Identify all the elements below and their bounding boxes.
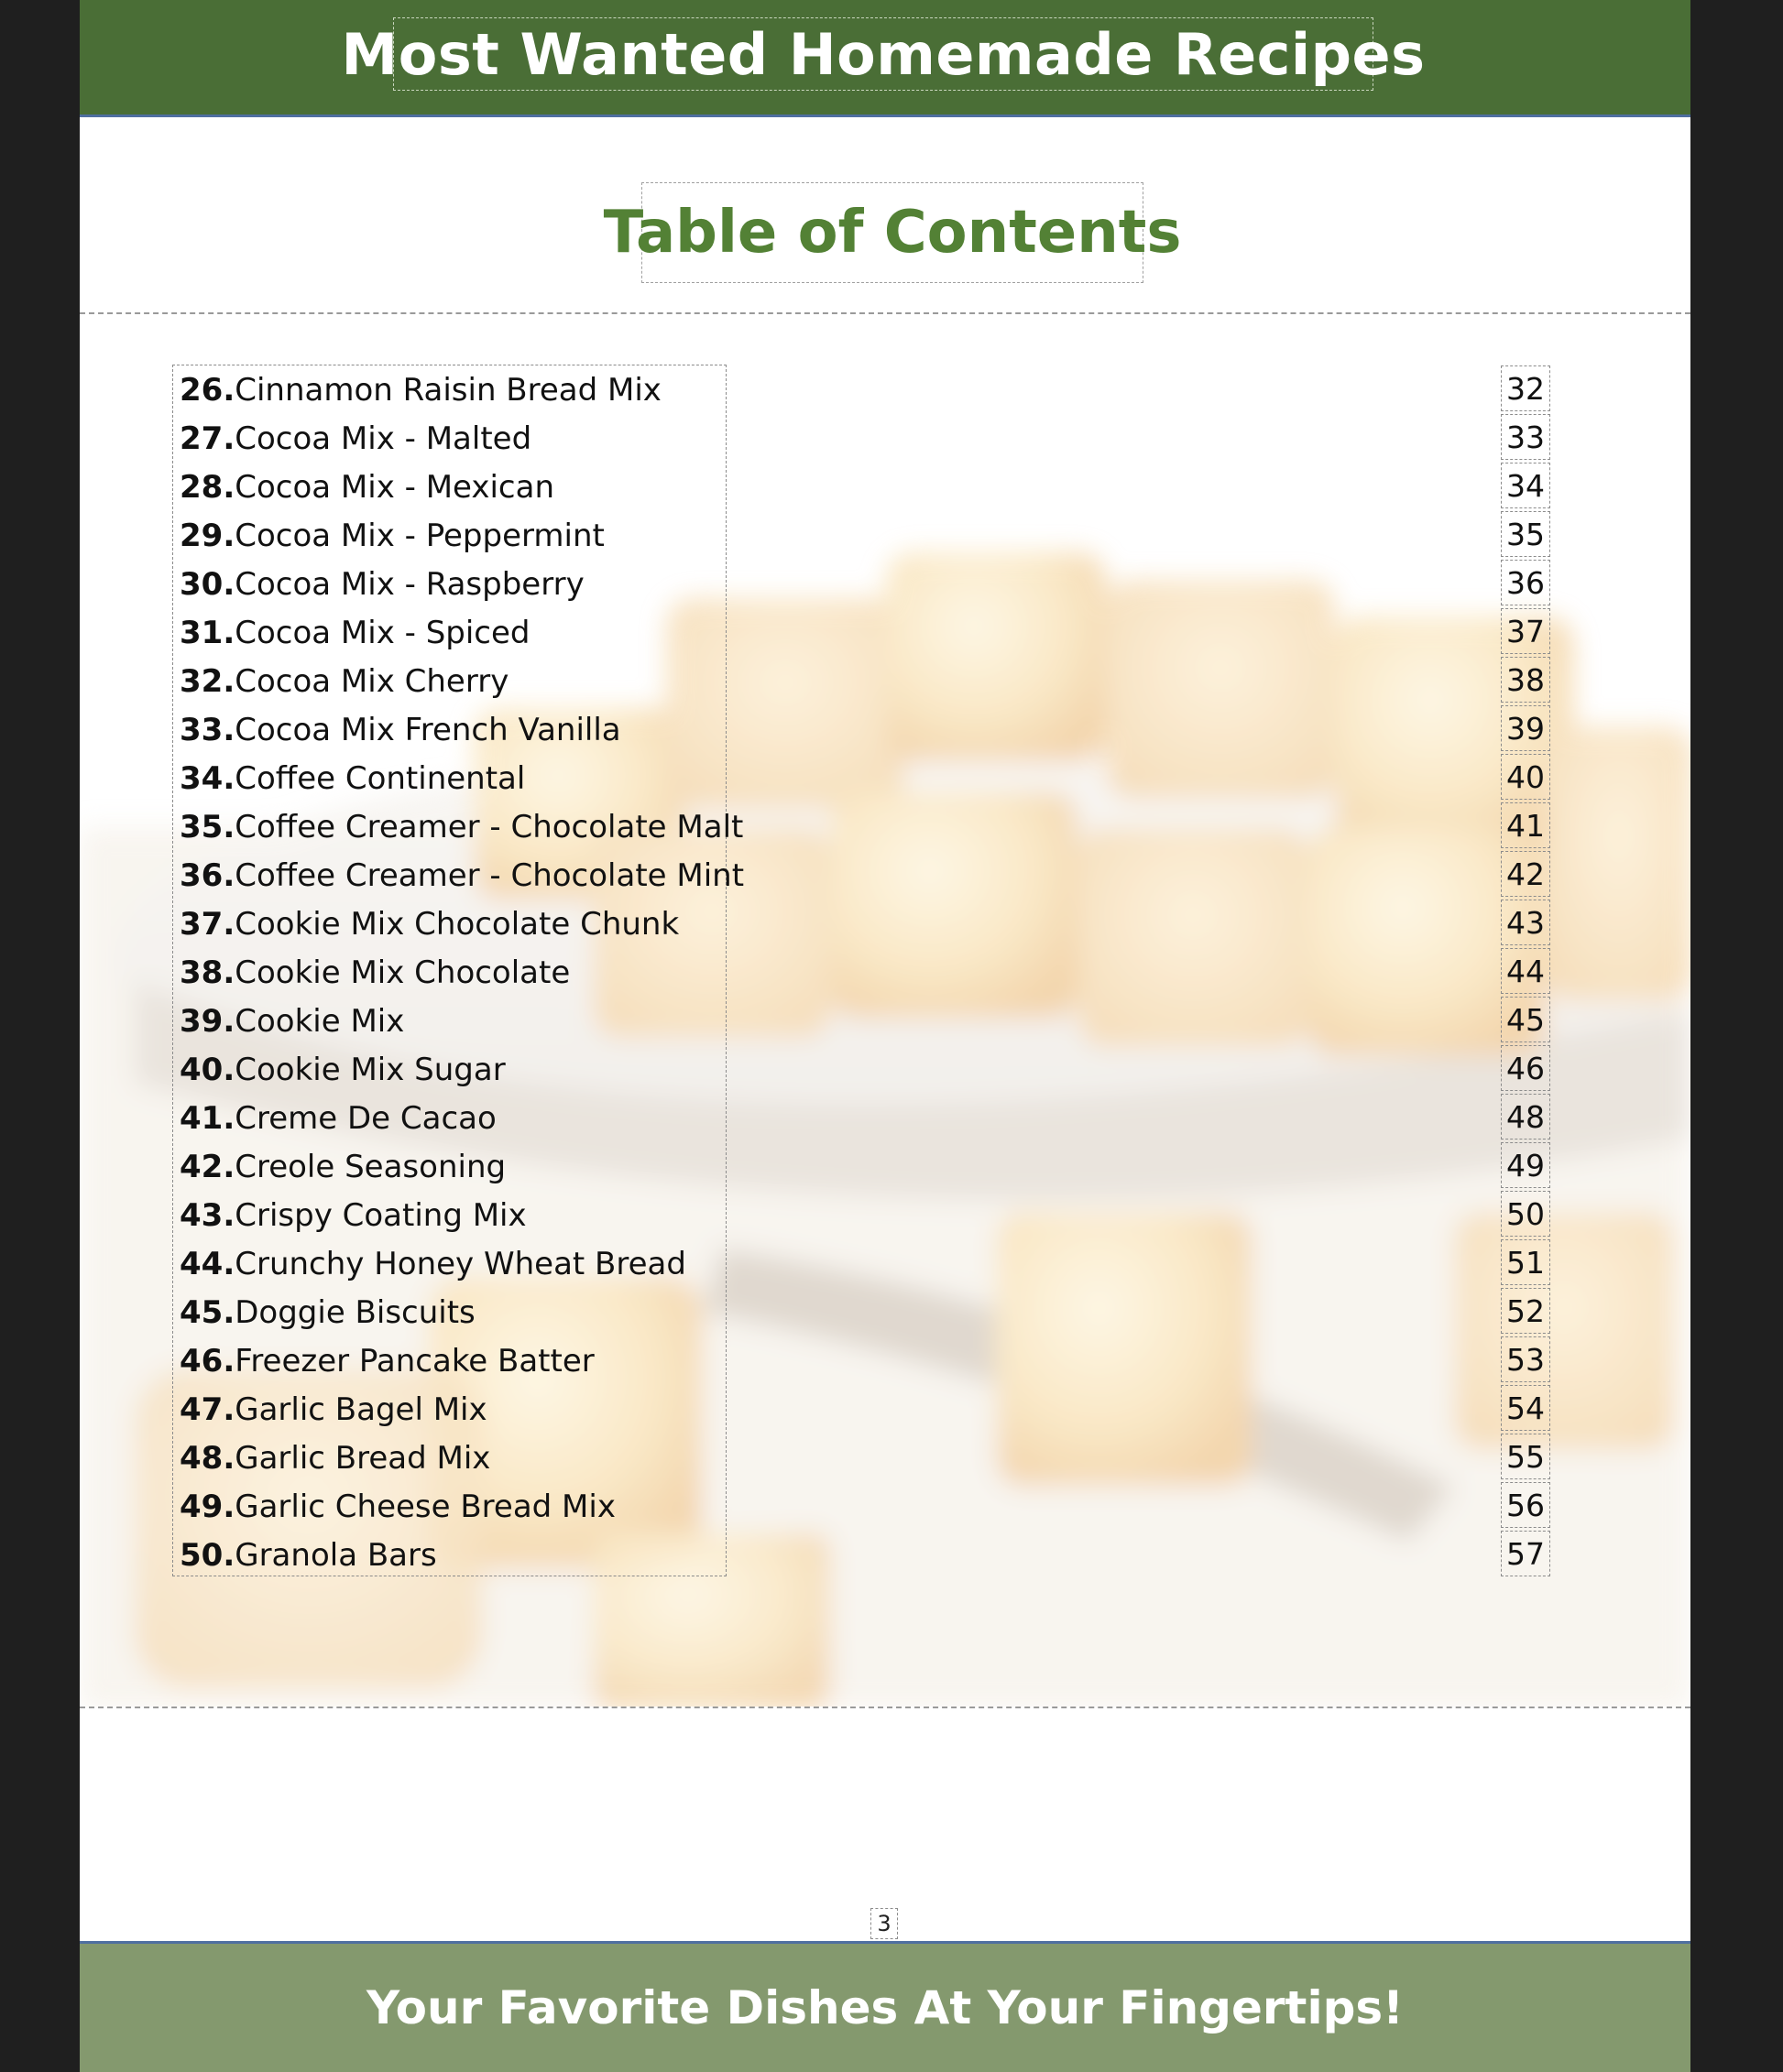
toc-heading: Table of Contents — [603, 199, 1182, 267]
toc-entry[interactable]: 41. Creme De Cacao — [180, 1099, 497, 1137]
toc-page-number[interactable]: 32 — [1501, 365, 1550, 411]
toc-entry[interactable]: 35. Coffee Creamer - Chocolate Malt — [180, 808, 744, 845]
toc-entry[interactable]: 50. Granola Bars — [180, 1536, 437, 1574]
toc-entry[interactable]: 26. Cinnamon Raisin Bread Mix — [180, 371, 662, 409]
toc-entry[interactable]: 48. Garlic Bread Mix — [180, 1439, 491, 1477]
header-band — [80, 0, 1690, 117]
toc-entry[interactable]: 38. Cookie Mix Chocolate — [180, 954, 571, 991]
toc-entry[interactable]: 37. Cookie Mix Chocolate Chunk — [180, 905, 680, 943]
toc-page-number[interactable]: 39 — [1501, 705, 1550, 751]
toc-page-number[interactable]: 48 — [1501, 1094, 1550, 1140]
header-title: Most Wanted Homemade Recipes — [341, 20, 1426, 88]
toc-page-number[interactable]: 46 — [1501, 1045, 1550, 1091]
toc-entry[interactable]: 28. Cocoa Mix - Mexican — [180, 468, 554, 506]
toc-page-number[interactable]: 38 — [1501, 657, 1550, 703]
toc-page-number[interactable]: 45 — [1501, 997, 1550, 1042]
toc-page-number[interactable]: 44 — [1501, 948, 1550, 994]
toc-page-number[interactable]: 49 — [1501, 1142, 1550, 1188]
footer-tagline: Your Favorite Dishes At Your Fingertips! — [366, 1981, 1404, 2034]
toc-page-number[interactable]: 56 — [1501, 1482, 1550, 1528]
toc-entry[interactable]: 39. Cookie Mix — [180, 1002, 405, 1040]
toc-page-number[interactable]: 54 — [1501, 1385, 1550, 1431]
toc-entry[interactable]: 43. Crispy Coating Mix — [180, 1196, 527, 1234]
toc-entry[interactable]: 42. Creole Seasoning — [180, 1148, 507, 1185]
toc-entry[interactable]: 36. Coffee Creamer - Chocolate Mint — [180, 856, 745, 894]
toc-entry[interactable]: 49. Garlic Cheese Bread Mix — [180, 1488, 616, 1525]
toc-entry[interactable]: 27. Cocoa Mix - Malted — [180, 420, 532, 457]
toc-entry[interactable]: 33. Cocoa Mix French Vanilla — [180, 711, 621, 748]
toc-page-number[interactable]: 34 — [1501, 463, 1550, 508]
toc-heading-frame[interactable] — [603, 182, 1182, 283]
toc-page-number[interactable]: 52 — [1501, 1288, 1550, 1334]
footer-band — [80, 1941, 1690, 2072]
toc-entry[interactable]: 29. Cocoa Mix - Peppermint — [180, 517, 605, 554]
toc-page-number[interactable]: 42 — [1501, 851, 1550, 897]
toc-entry[interactable]: 47. Garlic Bagel Mix — [180, 1390, 487, 1428]
toc-page-number[interactable]: 35 — [1501, 511, 1550, 557]
toc-page-number[interactable]: 53 — [1501, 1336, 1550, 1382]
toc-page-number[interactable]: 50 — [1501, 1191, 1550, 1237]
toc-page-number[interactable]: 51 — [1501, 1239, 1550, 1285]
toc-entry[interactable]: 32. Cocoa Mix Cherry — [180, 662, 509, 700]
toc-entry[interactable]: 46. Freezer Pancake Batter — [180, 1342, 595, 1380]
toc-page-number[interactable]: 40 — [1501, 754, 1550, 800]
page-number[interactable]: 3 — [870, 1908, 898, 1939]
header-title-frame[interactable] — [341, 17, 1426, 91]
toc-entry[interactable]: 40. Cookie Mix Sugar — [180, 1051, 506, 1088]
toc-page-number[interactable]: 36 — [1501, 560, 1550, 605]
toc-page-number[interactable]: 37 — [1501, 608, 1550, 654]
toc-entry[interactable]: 34. Coffee Continental — [180, 759, 526, 797]
toc-page-numbers — [1501, 365, 1550, 1576]
toc-content-area — [80, 312, 1690, 1708]
toc-entry[interactable]: 30. Cocoa Mix - Raspberry — [180, 565, 585, 603]
toc-entry[interactable]: 31. Cocoa Mix - Spiced — [180, 614, 531, 651]
toc-entries-frame[interactable] — [172, 365, 745, 1576]
toc-page-number[interactable]: 43 — [1501, 900, 1550, 945]
toc-page-number[interactable]: 33 — [1501, 414, 1550, 460]
toc-page-number[interactable]: 57 — [1501, 1531, 1550, 1576]
toc-entry[interactable]: 44. Crunchy Honey Wheat Bread — [180, 1245, 686, 1282]
toc-page-number[interactable]: 41 — [1501, 802, 1550, 848]
toc-entry[interactable]: 45. Doggie Biscuits — [180, 1293, 476, 1331]
document-page — [80, 0, 1690, 2072]
toc-page-number[interactable]: 55 — [1501, 1434, 1550, 1479]
